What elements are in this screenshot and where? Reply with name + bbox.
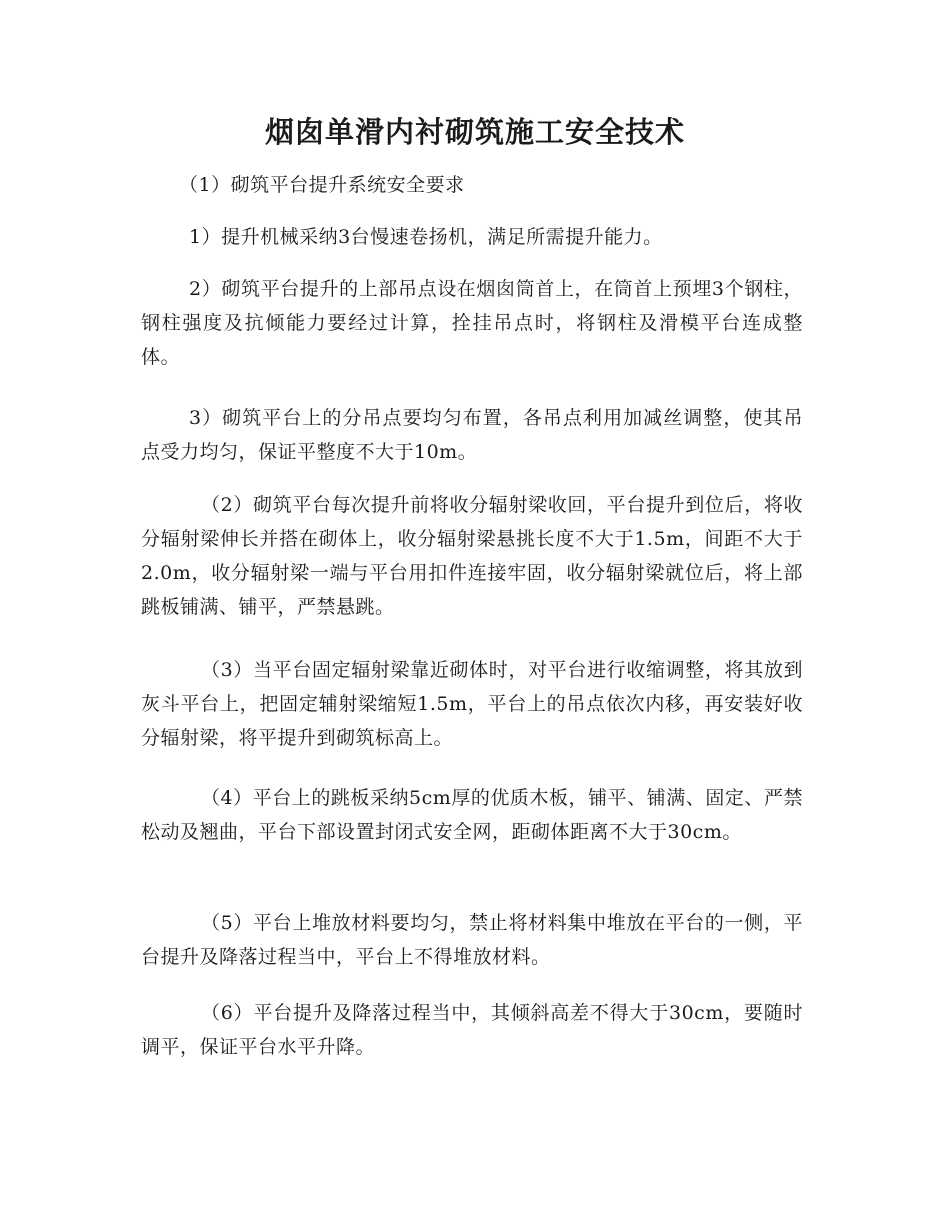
paragraph-1: （1）砌筑平台提升系统安全要求: [179, 174, 465, 196]
paragraph-8: （5）平台上堆放材料要均匀，禁止将材料集中堆放在平台的一侧，平台提升及降落过程当中，平台上不得堆放材料。: [141, 912, 803, 968]
paragraph-4: 3）砌筑平台上的分吊点要均匀布置，各吊点利用加减丝调整，使其吊点受力均匀，保证平整度不大于10m。: [141, 407, 803, 463]
document-title: 烟囱单滑内衬砌筑施工安全技术: [264, 115, 685, 149]
paragraph-5: （2）砌筑平台每次提升前将收分辐射梁收回，平台提升到位后，将收分辐射梁伸长并搭在砌体上，收分辐射梁悬挑长度不大于1.5m，间距不大于2.0m，收分辐射梁一端与平台用扣件连接牢固，收分辐射梁就位后，将上部跳板铺满、铺平，严禁悬跳。: [141, 494, 803, 618]
paragraph-3: 2）砌筑平台提升的上部吊点设在烟囱筒首上，在筒首上预埋3个钢柱，钢柱强度及抗倾能力要经过计算，拴挂吊点时，将钢柱及滑模平台连成整体。: [141, 278, 803, 368]
paragraph-7: （4）平台上的跳板采纳5cm厚的优质木板，铺平、铺满、固定、严禁松动及翘曲，平台下部设置封闭式安全网，距砌体距离不大于30cm。: [141, 787, 803, 843]
paragraph-2: 1）提升机械采纳3台慢速卷扬机，满足所需提升能力。: [189, 226, 663, 248]
paragraph-9: （6）平台提升及降落过程当中，其倾斜高差不得大于30cm，要随时调平，保证平台水平升降。: [141, 1002, 803, 1058]
paragraph-6: （3）当平台固定辐射梁靠近砌体时，对平台进行收缩调整，将其放到灰斗平台上，把固定辅射梁缩短1.5m，平台上的吊点依次内移，再安装好收分辐射梁，将平提升到砌筑标高上。: [141, 659, 803, 749]
